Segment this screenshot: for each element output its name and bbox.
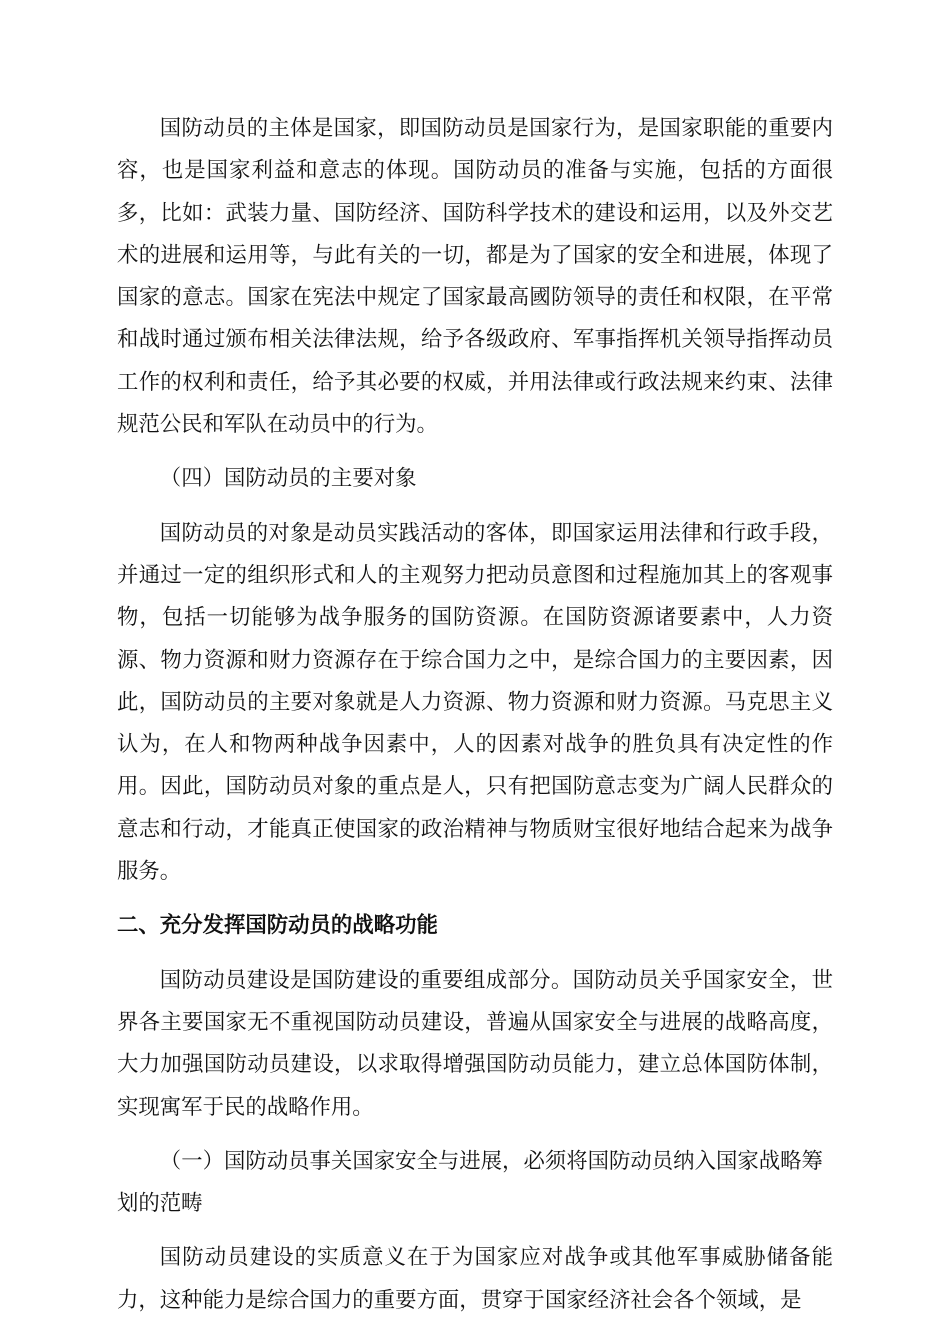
paragraph-essential-meaning: 国防动员建设的实质意义在于为国家应对战争或其他军事威胁储备能力，这种能力是综合国力的重要方面，贯穿于国家经济社会各个领域，是 [117, 1245, 833, 1313]
document-body [117, 108, 833, 1322]
subheading-national-security: （一）国防动员事关国家安全与进展，必须将国防动员纳入国家战略筹划的范畴 [117, 1148, 823, 1217]
paragraph-national-defense-subject: 国防动员的主体是国家，即国防动员是国家行为，是国家职能的重要内容，也是国家利益和意志的体现。国防动员的准备与实施，包括的方面很多，比如：武装力量、国防经济、国防科学技术的建设和运用，以及外交艺术的进展和运用等，与此有关的一切，都是为了国家的安全和进展，体现了国家的意志。国家在宪法中规定了国家最高國防领导的责任和权限，在平常和战时通过颁布相关法律法规，给予各级政府、军事指挥机关领导指挥动员工作的权利和责任，给予其必要的权威，并用法律或行政法规来约束、法律规范公民和军队在动员中的行为。 [117, 116, 833, 438]
paragraph-mobilization-objects: 国防动员的对象是动员实践活动的客体，即国家运用法律和行政手段，并通过一定的组织形式和人的主观努力把动员意图和过程施加其上的客观事物，包括一切能够为战争服务的国防资源。在国防资源诸要素中，人力资源、物力资源和财力资源存在于综合国力之中，是综合国力的主要因素，因此，国防动员的主要对象就是人力资源、物力资源和财力资源。马克思主义认为，在人和物两种战争因素中，人的因素对战争的胜负具有决定性的作用。因此，国防动员对象的重点是人，只有把国防意志变为广阔人民群众的意志和行动，才能真正使国家的政治精神与物质财宝很好地结合起来为战争服务。 [117, 520, 833, 885]
section-heading-strategic-function: 二、充分发挥国防动员的战略功能 [117, 913, 438, 939]
paragraph-mobilization-construction: 国防动员建设是国防建设的重要组成部分。国防动员关乎国家安全，世界各主要国家无不重视国防动员建设，普遍从国家安全与进展的战略高度，大力加强国防动员建设，以求取得增强国防动员能力，建立总体国防体制，实现寓军于民的战略作用。 [117, 967, 833, 1120]
subheading-main-objects: （四）国防动员的主要对象 [159, 466, 417, 492]
